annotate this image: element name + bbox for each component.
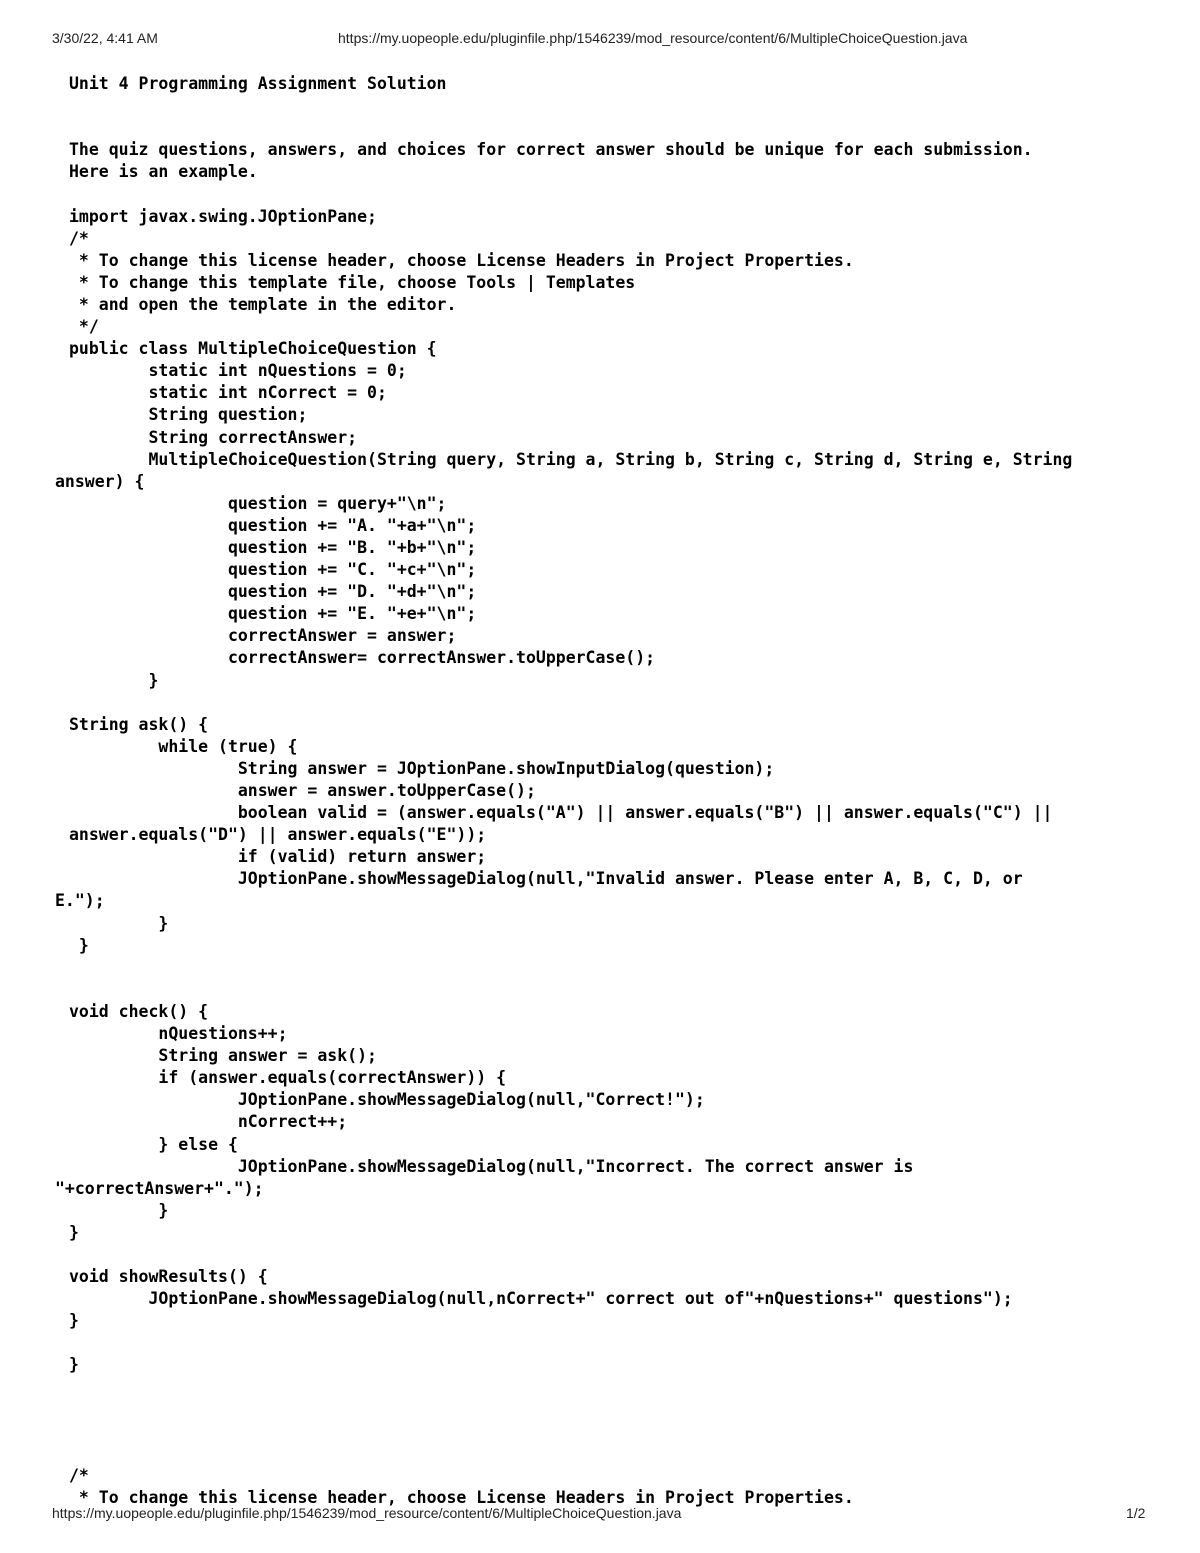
document-line: correctAnswer = answer; (69, 626, 457, 646)
document-line: * To change this license header, choose License Headers in Project Properties. (69, 250, 854, 270)
document-line: answer) { (55, 471, 145, 491)
document-line: void check() { (69, 1001, 209, 1021)
page-number: 1/2 (1126, 1505, 1146, 1521)
document-line: } (69, 913, 169, 933)
document-line (69, 1443, 1159, 1465)
print-footer (0, 1505, 1200, 1525)
document-line: String answer = ask(); (69, 1046, 377, 1066)
document-line: JOptionPane.showMessageDialog(null,"Incorrect. The correct answer is (69, 1156, 914, 1176)
document-line (69, 1377, 1159, 1399)
print-footer-url: https://my.uopeople.edu/pluginfile.php/1546239/mod_resource/content/6/MultipleChoiceQuestion.java (52, 1505, 682, 1521)
print-header (0, 30, 1200, 50)
document-line: answer.equals("D") || answer.equals("E")); (69, 825, 487, 845)
document-line (69, 1399, 1159, 1421)
document-line: nQuestions++; (69, 1024, 288, 1044)
document-line: JOptionPane.showMessageDialog(null,"Correct!"); (69, 1090, 705, 1110)
print-header-url: https://my.uopeople.edu/pluginfile.php/1546239/mod_resource/content/6/MultipleChoiceQuestion.java (338, 30, 968, 46)
document-line: JOptionPane.showMessageDialog(null,"Invalid answer. Please enter A, B, C, D, or (69, 869, 1023, 889)
document-line: The quiz questions, answers, and choices for correct answer should be unique for each submission. (69, 140, 1033, 160)
document-line: question += "D. "+d+"\n"; (69, 582, 477, 602)
document-line: } (69, 1200, 169, 1220)
document-line: String answer = JOptionPane.showInputDialog(question); (69, 758, 775, 778)
document-line (69, 692, 1159, 714)
document-line: public class MultipleChoiceQuestion { (69, 339, 437, 359)
document-line (69, 183, 1159, 205)
document-body (55, 73, 1159, 1509)
document-line: * and open the template in the editor. (69, 294, 457, 314)
document-line: static int nCorrect = 0; (69, 383, 387, 403)
document-line: } (69, 935, 89, 955)
document-line: Unit 4 Programming Assignment Solution (69, 74, 447, 93)
document-line: import javax.swing.JOptionPane; (69, 206, 377, 226)
document-line: } (69, 1222, 79, 1242)
document-line: String ask() { (69, 714, 209, 734)
document-line: JOptionPane.showMessageDialog(null,nCorrect+" correct out of"+nQuestions+" questions"); (69, 1289, 1013, 1309)
document-line: question += "C. "+c+"\n"; (69, 560, 477, 580)
document-line: /* (69, 1465, 89, 1485)
document-line: static int nQuestions = 0; (69, 361, 407, 381)
document-line (69, 1332, 1159, 1354)
document-line: E."); (55, 891, 105, 911)
document-line: question = query+"\n"; (69, 493, 447, 513)
document-line: question += "B. "+b+"\n"; (69, 537, 477, 557)
document-line: boolean valid = (answer.equals("A") || answer.equals("B") || answer.equals("C") || (69, 803, 1053, 823)
document-line: if (answer.equals(correctAnswer)) { (69, 1068, 507, 1088)
document-line: } (69, 1311, 79, 1331)
document-line: question += "A. "+a+"\n"; (69, 515, 477, 535)
document-line: question += "E. "+e+"\n"; (69, 604, 477, 624)
document-line (69, 979, 1159, 1001)
document-line: answer = answer.toUpperCase(); (69, 781, 536, 800)
document-line: nCorrect++; (69, 1112, 348, 1132)
document-line: MultipleChoiceQuestion(String query, String a, String b, String c, String d, String e, String (69, 449, 1073, 469)
document-line: */ (69, 317, 99, 337)
document-line: * To change this license header, choose License Headers in Project Properties. (69, 1488, 854, 1507)
document-line: /* (69, 228, 89, 248)
document-line (69, 117, 1159, 139)
document-line: "+correctAnswer+"."); (55, 1178, 264, 1198)
document-line (69, 95, 1159, 117)
document-line: * To change this template file, choose Tools | Templates (69, 272, 636, 292)
document-line: } else { (69, 1134, 238, 1154)
document-line: String correctAnswer; (69, 427, 358, 447)
document-line: } (69, 670, 159, 690)
document-line: correctAnswer= correctAnswer.toUpperCase(); (69, 648, 656, 668)
document-line: if (valid) return answer; (69, 847, 487, 867)
document-line: while (true) { (69, 736, 298, 756)
document-line: String question; (69, 405, 308, 425)
document-line (69, 957, 1159, 979)
print-date: 3/30/22, 4:41 AM (52, 30, 158, 46)
document-line (69, 1421, 1159, 1443)
document-line: void showResults() { (69, 1267, 268, 1287)
document-line: } (69, 1355, 79, 1375)
document-line: Here is an example. (69, 162, 258, 182)
document-line (69, 1244, 1159, 1266)
